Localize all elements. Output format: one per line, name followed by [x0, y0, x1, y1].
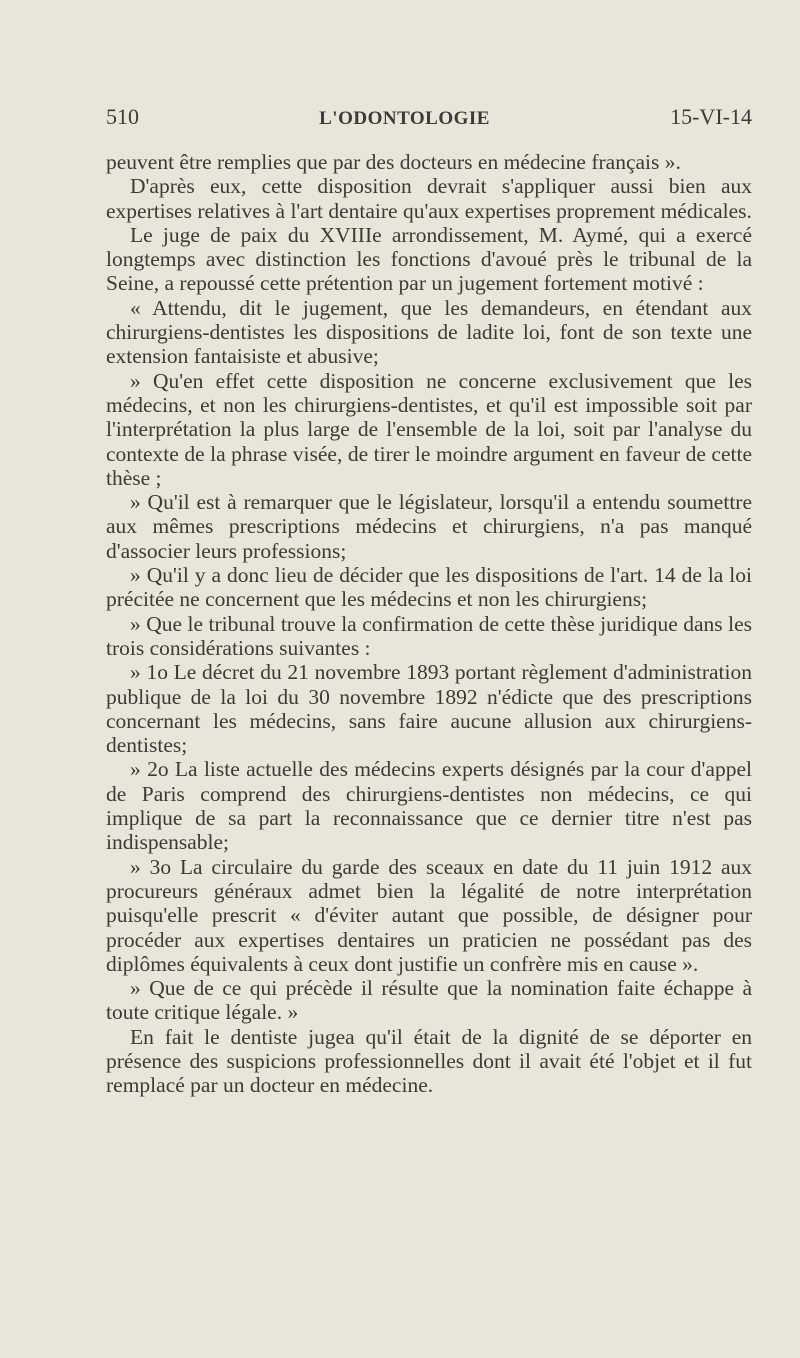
running-head	[106, 104, 752, 130]
paragraph: » Que le tribunal trouve la confirmation de cette thèse juridique dans les trois considérations suivantes :	[106, 611, 752, 660]
paragraph: « Attendu, dit le jugement, que les demandeurs, en étendant aux chirurgiens-dentistes les dispositions de ladite loi, font de son texte une extension fantaisiste et abusive;	[106, 295, 752, 369]
paragraph: peuvent être remplies que par des docteurs en médecine français ».	[106, 150, 681, 174]
paragraph: » 3o La circulaire du garde des sceaux en date du 11 juin 1912 aux procureurs généraux admet bien la légalité de notre interprétation puisqu'elle prescrit « d'éviter autant que possible, de désigner pour procéder aux expertises dentaires un praticien ne possédant pas des diplômes équivalents à ceux dont justifie un confrère mis en cause ».	[106, 854, 752, 976]
paragraph: » Qu'il est à remarquer que le législateur, lorsqu'il a entendu soumettre aux mêmes prescriptions médecins et chirurgiens, n'a pas manqué d'associer leurs professions;	[106, 490, 752, 563]
paragraph: En fait le dentiste jugea qu'il était de la dignité de se déporter en présence des suspicions professionnelles dont il avait été l'objet et il fut remplacé par un docteur en médecine.	[106, 1024, 752, 1098]
paragraph: » 1o Le décret du 21 novembre 1893 portant règlement d'administration publique de la loi du 30 novembre 1892 n'édicte que des prescriptions concernant les médecins, sans faire aucune allusion aux chirurgiens-dentistes;	[106, 660, 752, 758]
paragraph: » 2o La liste actuelle des médecins experts désignés par la cour d'appel de Paris comprend des chirurgiens-dentistes non médecins, ce qui implique de sa part la reconnaissance que ce dernier titre n'est pas indispensable;	[106, 757, 752, 855]
paragraph: » Qu'il y a donc lieu de décider que les dispositions de l'art. 14 de la loi précitée ne concernent que les médecins et non les chirurgiens;	[106, 563, 752, 612]
paragraph: » Que de ce qui précède il résulte que la nomination faite échappe à toute critique légale. »	[106, 976, 752, 1025]
page-number: 510	[106, 104, 139, 129]
body-text	[106, 150, 752, 1098]
issue-date: 15-VI-14	[670, 104, 752, 129]
paragraph: Le juge de paix du XVIIIe arrondissement, M. Aymé, qui a exercé longtemps avec distinction les fonctions d'avoué près le tribunal de la Seine, a repoussé cette prétention par un jugement fortement motivé :	[106, 222, 752, 296]
paragraph: » Qu'en effet cette disposition ne concerne exclusivement que les médecins, et non les chirurgiens-dentistes, et qu'il est impossible soit par l'interprétation la plus large de l'ensemble de la loi, soit par l'analyse du contexte de la phrase visée, de tirer le moindre argument en faveur de cette thèse ;	[106, 368, 752, 490]
paragraph: D'après eux, cette disposition devrait s'appliquer aussi bien aux expertises relatives à l'art dentaire qu'aux expertises proprement médicales.	[106, 174, 752, 223]
journal-title: L'ODONTOLOGIE	[319, 108, 490, 129]
